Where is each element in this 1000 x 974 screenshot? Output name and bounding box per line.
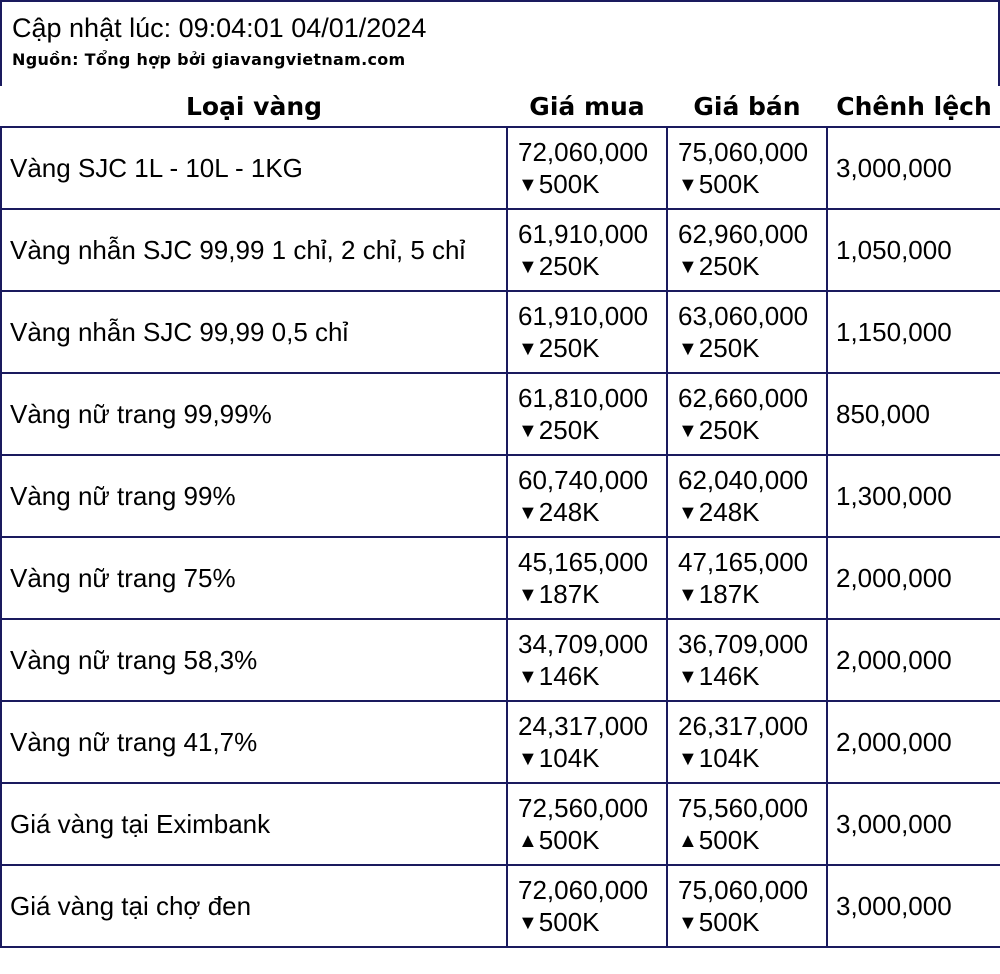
sell-change-value: 248K [698, 496, 760, 527]
buy-price: 61,810,000 [518, 382, 649, 413]
buy-price: 60,740,000 [518, 464, 649, 495]
table-row [1, 127, 1000, 209]
update-timestamp: Cập nhật lúc: 09:04:01 04/01/2024 [12, 13, 427, 43]
sell-price-cell [667, 619, 827, 701]
table-row [1, 701, 1000, 783]
buy-price-cell [507, 701, 667, 783]
down-triangle-icon: ▼ [678, 255, 698, 278]
spread-cell: 1,300,000 [827, 455, 1000, 537]
sell-price: 62,040,000 [678, 464, 809, 495]
buy-price-cell [507, 537, 667, 619]
sell-price-cell [667, 455, 827, 537]
gold-type-cell: Giá vàng tại chợ đen [1, 865, 507, 947]
buy-change-value: 250K [538, 250, 600, 281]
sell-price: 36,709,000 [678, 628, 809, 659]
down-triangle-icon: ▼ [678, 665, 698, 688]
buy-change-value: 250K [538, 332, 600, 363]
gold-type-cell: Vàng nữ trang 99% [1, 455, 507, 537]
buy-change [518, 824, 666, 857]
sell-change-value: 250K [698, 414, 760, 445]
sell-price: 26,317,000 [678, 710, 809, 741]
down-triangle-icon: ▼ [678, 583, 698, 606]
down-triangle-icon: ▼ [678, 337, 698, 360]
gold-type-cell: Vàng nữ trang 58,3% [1, 619, 507, 701]
gold-type-cell: Giá vàng tại Eximbank [1, 783, 507, 865]
sell-change [678, 332, 826, 365]
sell-price-cell [667, 291, 827, 373]
gold-type-cell: Vàng nữ trang 41,7% [1, 701, 507, 783]
buy-change [518, 660, 666, 693]
sell-price-cell [667, 865, 827, 947]
sell-price: 75,060,000 [678, 136, 809, 167]
spread-cell: 2,000,000 [827, 701, 1000, 783]
buy-change [518, 742, 666, 775]
buy-price-cell [507, 455, 667, 537]
buy-price-cell [507, 209, 667, 291]
column-header-type: Loại vàng [1, 86, 507, 127]
buy-change [518, 332, 666, 365]
buy-price-cell [507, 127, 667, 209]
table-row [1, 783, 1000, 865]
buy-price-cell [507, 783, 667, 865]
buy-price-cell [507, 865, 667, 947]
buy-change-value: 500K [538, 168, 600, 199]
down-triangle-icon: ▼ [678, 911, 698, 934]
down-triangle-icon: ▼ [518, 583, 538, 606]
buy-price: 72,060,000 [518, 136, 649, 167]
spread-cell: 2,000,000 [827, 537, 1000, 619]
table-row [1, 865, 1000, 947]
down-triangle-icon: ▼ [678, 419, 698, 442]
header [0, 0, 1000, 86]
spread-cell: 1,050,000 [827, 209, 1000, 291]
buy-change [518, 578, 666, 611]
sell-change [678, 168, 826, 201]
buy-price-cell [507, 373, 667, 455]
source-credit: Nguồn: Tổng hợp bởi giavangvietnam.com [12, 50, 406, 69]
spread-cell: 2,000,000 [827, 619, 1000, 701]
sell-price: 75,060,000 [678, 874, 809, 905]
sell-price: 62,660,000 [678, 382, 809, 413]
spread-cell: 3,000,000 [827, 127, 1000, 209]
buy-price: 72,560,000 [518, 792, 649, 823]
table-row [1, 619, 1000, 701]
buy-change-value: 250K [538, 414, 600, 445]
gold-type-cell: Vàng nhẫn SJC 99,99 1 chỉ, 2 chỉ, 5 chỉ [1, 209, 507, 291]
table-row [1, 291, 1000, 373]
buy-change-value: 146K [538, 660, 600, 691]
buy-change-value: 500K [538, 906, 600, 937]
table-row [1, 455, 1000, 537]
down-triangle-icon: ▼ [518, 501, 538, 524]
sell-change [678, 496, 826, 529]
sell-price-cell [667, 701, 827, 783]
table-header-row [1, 86, 1000, 127]
column-header-spread: Chênh lệch [827, 86, 1000, 127]
down-triangle-icon: ▼ [678, 501, 698, 524]
spread-cell: 1,150,000 [827, 291, 1000, 373]
sell-change-value: 500K [698, 168, 760, 199]
sell-price: 63,060,000 [678, 300, 809, 331]
down-triangle-icon: ▼ [678, 173, 698, 196]
sell-price-cell [667, 127, 827, 209]
sell-price: 62,960,000 [678, 218, 809, 249]
sell-change-value: 250K [698, 250, 760, 281]
sell-change [678, 414, 826, 447]
table-row [1, 373, 1000, 455]
table-body [1, 127, 1000, 947]
buy-price: 72,060,000 [518, 874, 649, 905]
buy-price: 45,165,000 [518, 546, 649, 577]
sell-price-cell [667, 209, 827, 291]
down-triangle-icon: ▼ [518, 747, 538, 770]
buy-price: 61,910,000 [518, 218, 649, 249]
spread-cell: 3,000,000 [827, 783, 1000, 865]
down-triangle-icon: ▼ [518, 173, 538, 196]
sell-change [678, 824, 826, 857]
buy-change [518, 250, 666, 283]
table-row [1, 537, 1000, 619]
column-header-buy: Giá mua [507, 86, 667, 127]
sell-change-value: 146K [698, 660, 760, 691]
spread-cell: 850,000 [827, 373, 1000, 455]
sell-change [678, 578, 826, 611]
price-table [0, 86, 1000, 948]
buy-price: 61,910,000 [518, 300, 649, 331]
buy-change-value: 104K [538, 742, 600, 773]
down-triangle-icon: ▼ [518, 419, 538, 442]
buy-price: 24,317,000 [518, 710, 649, 741]
buy-change-value: 187K [538, 578, 600, 609]
sell-change-value: 250K [698, 332, 760, 363]
sell-change-value: 104K [698, 742, 760, 773]
gold-type-cell: Vàng nhẫn SJC 99,99 0,5 chỉ [1, 291, 507, 373]
gold-type-cell: Vàng nữ trang 99,99% [1, 373, 507, 455]
sell-change [678, 660, 826, 693]
sell-change [678, 906, 826, 939]
down-triangle-icon: ▼ [518, 665, 538, 688]
buy-change-value: 500K [538, 824, 600, 855]
gold-type-cell: Vàng SJC 1L - 10L - 1KG [1, 127, 507, 209]
sell-price: 47,165,000 [678, 546, 809, 577]
up-triangle-icon: ▲ [518, 829, 538, 852]
table-row [1, 209, 1000, 291]
sell-change-value: 500K [698, 824, 760, 855]
sell-change [678, 742, 826, 775]
buy-price: 34,709,000 [518, 628, 649, 659]
up-triangle-icon: ▲ [678, 829, 698, 852]
buy-change [518, 906, 666, 939]
buy-change [518, 414, 666, 447]
gold-type-cell: Vàng nữ trang 75% [1, 537, 507, 619]
sell-price-cell [667, 783, 827, 865]
down-triangle-icon: ▼ [678, 747, 698, 770]
sell-price-cell [667, 537, 827, 619]
buy-price-cell [507, 291, 667, 373]
sell-change [678, 250, 826, 283]
down-triangle-icon: ▼ [518, 255, 538, 278]
buy-change-value: 248K [538, 496, 600, 527]
sell-price: 75,560,000 [678, 792, 809, 823]
sell-price-cell [667, 373, 827, 455]
spread-cell: 3,000,000 [827, 865, 1000, 947]
buy-change [518, 496, 666, 529]
down-triangle-icon: ▼ [518, 337, 538, 360]
down-triangle-icon: ▼ [518, 911, 538, 934]
sell-change-value: 500K [698, 906, 760, 937]
column-header-sell: Giá bán [667, 86, 827, 127]
buy-price-cell [507, 619, 667, 701]
sell-change-value: 187K [698, 578, 760, 609]
buy-change [518, 168, 666, 201]
